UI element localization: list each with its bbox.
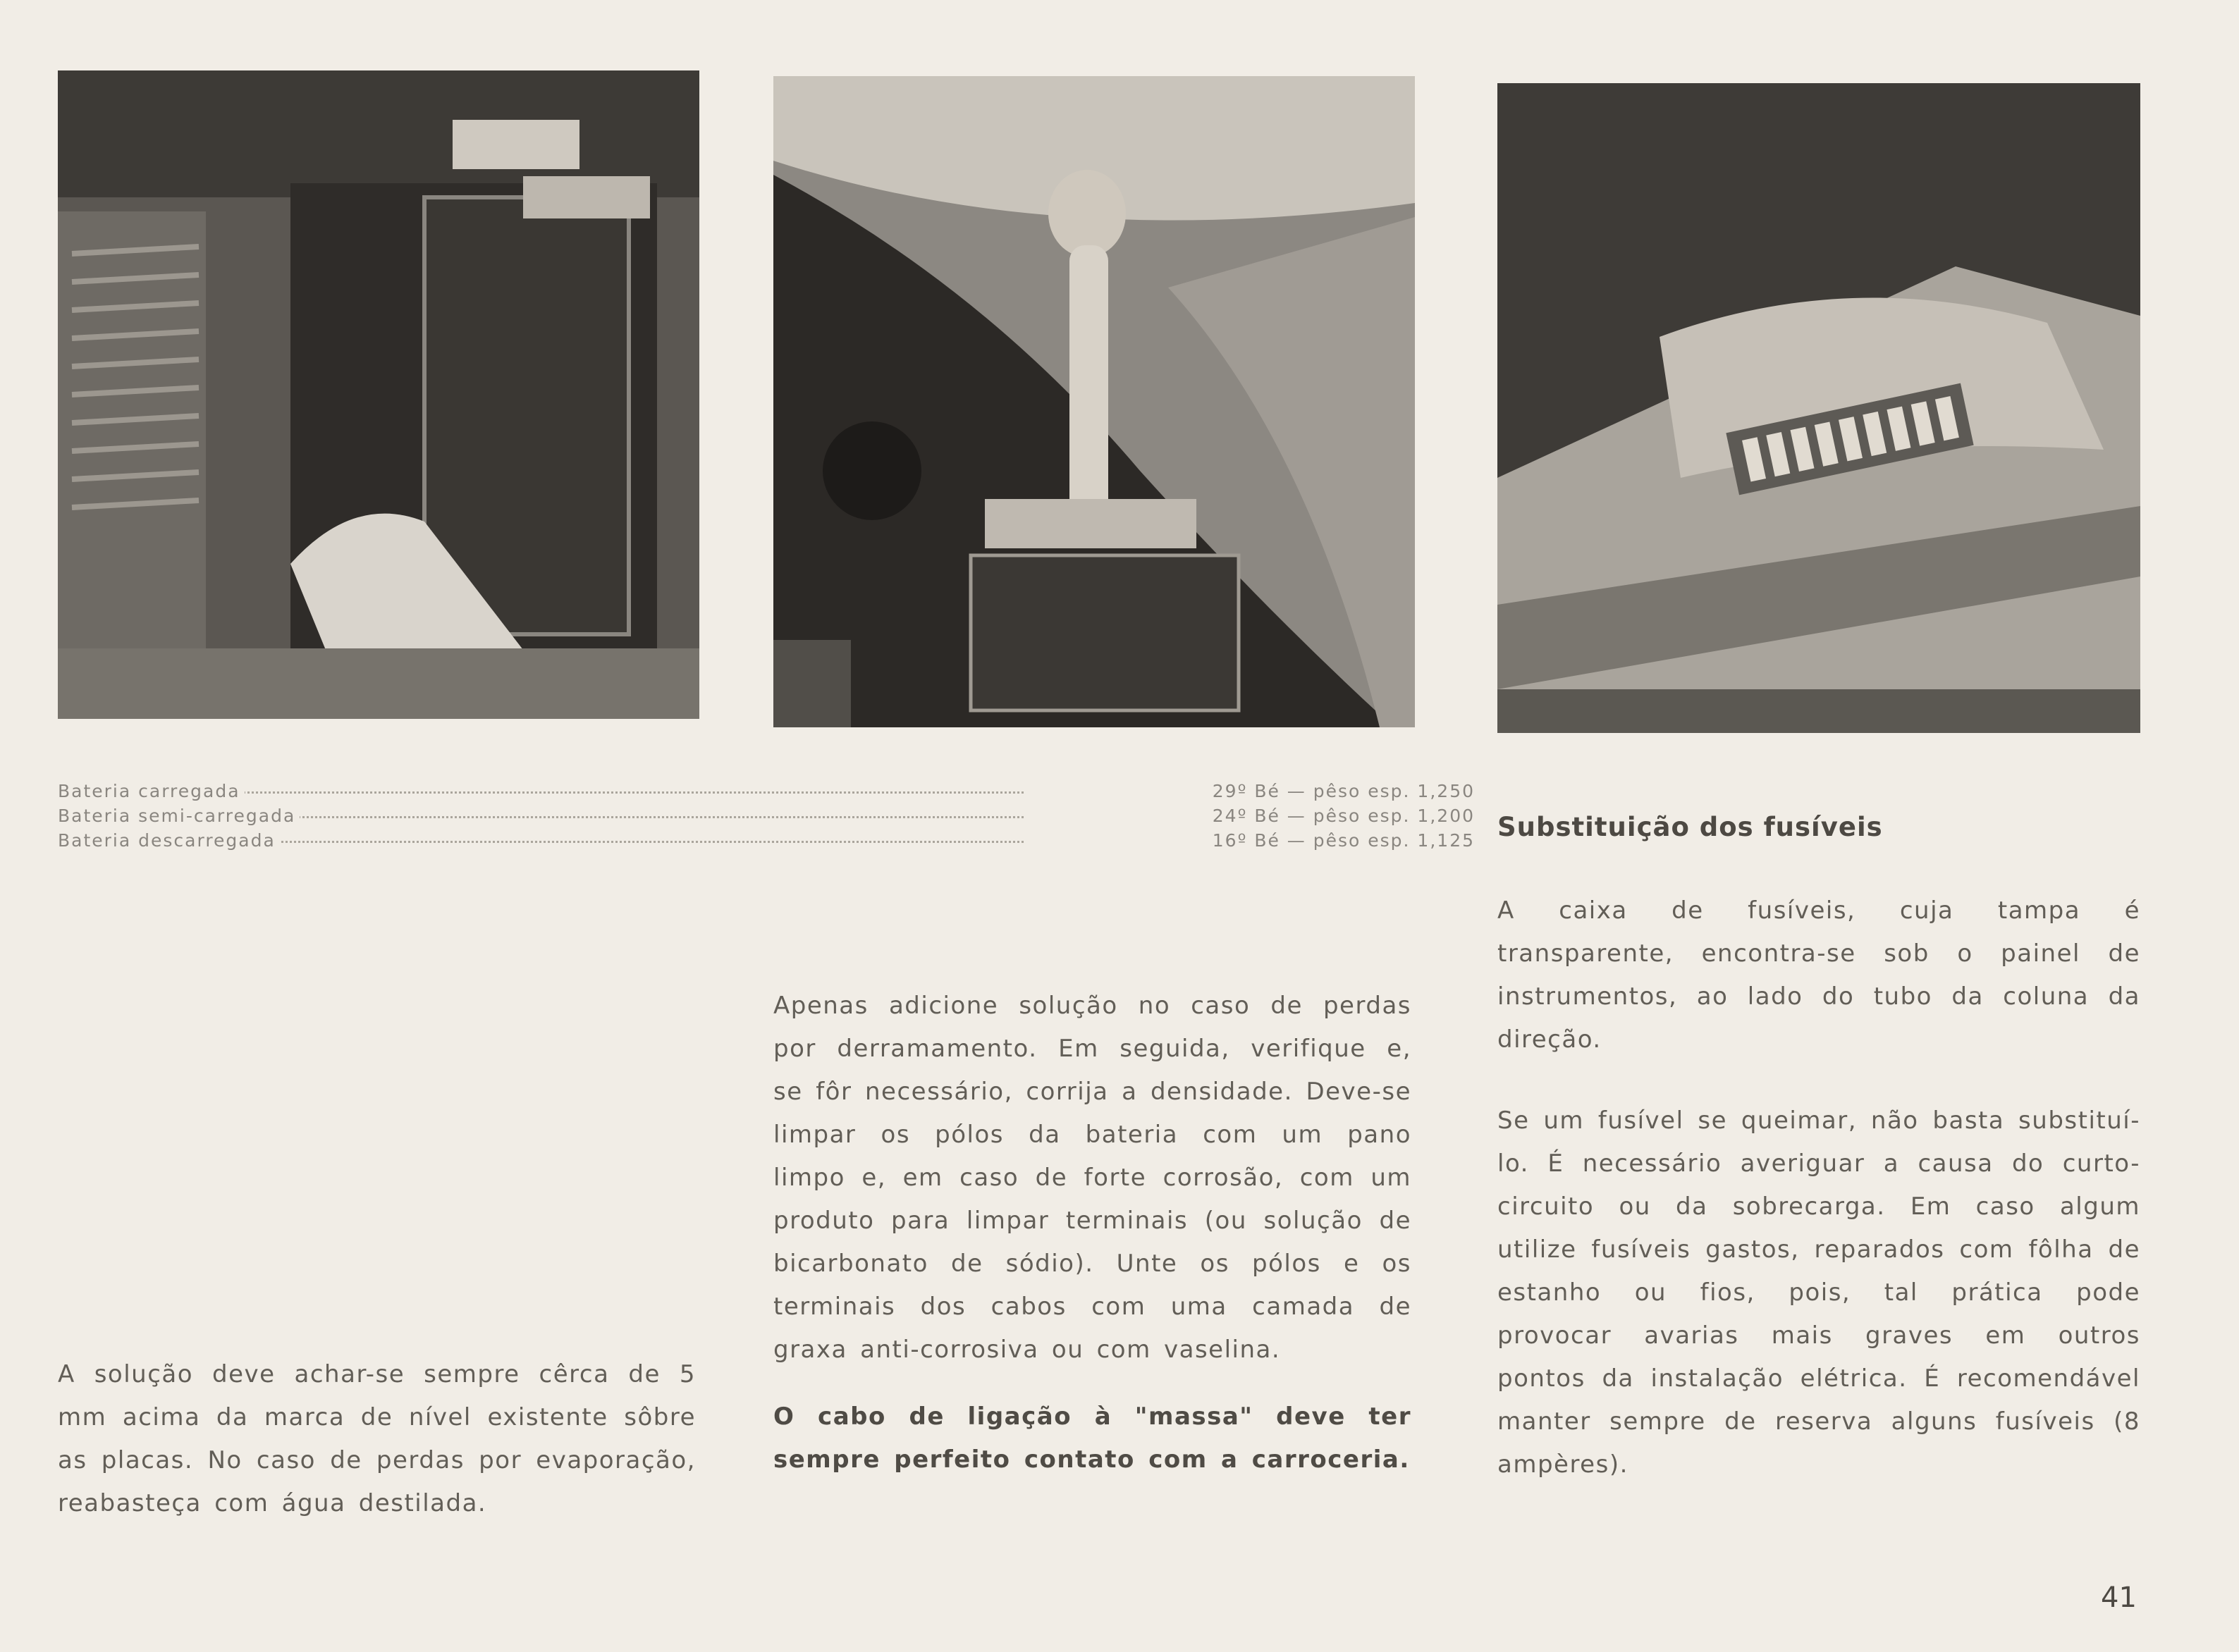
left-paragraph: A solução deve achar-se sempre cêrca de 5 mm acima da marca de nível existente sôbre as placas. No caso de perdas por evaporação, reabasteça com água destilada. — [58, 1360, 696, 1517]
middle-column — [773, 985, 1411, 1481]
spec-row — [58, 806, 1475, 827]
right-paragraph-2: Se um fusível se queimar, não basta substituí-lo. É necessário averiguar a causa do curto-circuito ou da sobrecarga. Em caso algum utilize fusíveis gastos, reparados com fôlha de estanho ou fios, pois, tal prática pode provocar avarias mais graves em outros pontos da instalação elétrica. É recomendável manter sempre de reserva alguns fusíveis (8 ampères). — [1497, 1107, 2140, 1479]
section-heading: Substituição dos fusíveis — [1497, 812, 1883, 842]
spec-value: 29º Bé — pêso esp. 1,250 — [1212, 781, 1475, 801]
middle-paragraph-1: Apenas adicione solução no caso de perdas por derramamento. Em seguida, verifique e, se fôr necessário, corrija a densidade. Deve-se limpar os pólos da bateria com um pano limpo e, em caso de forte corrosão, com um produto para limpar terminais (ou solução de bicarbonato de sódio). Unte os pólos e os terminais dos cabos com uma camada de graxa anti-corrosiva ou com vaselina. — [773, 992, 1411, 1364]
spec-label: Bateria descarregada — [58, 830, 280, 851]
spec-label: Bateria semi-carregada — [58, 806, 300, 826]
left-column — [58, 1353, 696, 1525]
battery-hand-photo — [58, 70, 699, 719]
spec-value: 16º Bé — pêso esp. 1,125 — [1212, 830, 1475, 851]
middle-paragraph-2: O cabo de ligação à "massa" deve ter sempre perfeito contato com a carroceria. — [773, 1403, 1411, 1474]
spec-value: 24º Bé — pêso esp. 1,200 — [1212, 806, 1475, 826]
spec-row — [58, 781, 1475, 802]
hydrometer-photo — [773, 76, 1415, 727]
page-number: 41 — [2101, 1582, 2137, 1614]
spec-row — [58, 830, 1475, 851]
fuse-box-photo — [1497, 83, 2140, 733]
spec-label: Bateria carregada — [58, 781, 245, 801]
right-paragraph-1: A caixa de fusíveis, cuja tampa é transparente, encontra-se sob o painel de instrumentos, ao lado do tubo da coluna da direção. — [1497, 896, 2140, 1054]
right-column — [1497, 889, 2140, 1486]
